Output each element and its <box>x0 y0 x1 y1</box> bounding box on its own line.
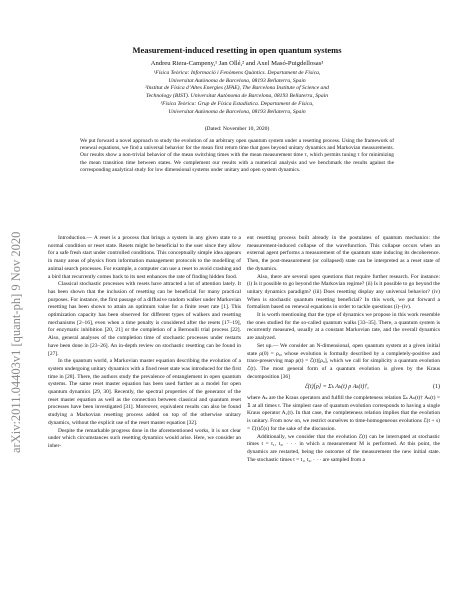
paragraph: Introduction.— A reset is a process that brings a system in any given state to a normal condition or reset state. Resets might be beneficial to the user since they allow for a safe fresh start under controlled conditions. This conceptually simple idea appears in many areas of physics from information management protocols to the modelling of animal search processes. For example, a computer can use a reset to avoid crashing and a bird that recurrently comes back to its nest enhances the rate of finding hidden food. <box>48 235 241 280</box>
paragraph: Also, there are several open questions that require further research. For instance: (i) Is it possible to go beyond the Markovian regime? (ii) Is it possible to go beyond the unitary dynamics paradigm? (iii) Does resetting display any universal behavior? (iv) When is stochastic quantum resetting beneficial? In this work, we put forward a formalism based on renewal equations in order to tackle questions (i)–(iv). <box>247 273 440 311</box>
paragraph: It is worth mentioning that the type of dynamics we propose in this work resemble the ones studied for the so-called quantum walks [33–35]. There, a quantum system is recurrently measured, usually at a constant Markovian rate, and the overall dynamics are analyzed. <box>247 312 440 342</box>
left-column <box>48 235 241 451</box>
equation-1 <box>247 384 440 392</box>
paragraph: ent resetting process built already in the postulates of quantum mechanics: the measurement-induced collapse of the wavefunction. This collapse occurs when an external agent performs a measurement of the quantum state inducing its decoherence. Then, the post-measurement (or collapsed) state can be interpreted as a reset state of the dynamics. <box>247 235 440 272</box>
equation-body: ℰ(t)[ρ] = Σₖ Aₖ(t) ρ Aₖ(t)†, <box>304 384 369 391</box>
affiliation-line: ³Física Teòrica: Grup de Física Estadística. Departament de Física, <box>160 100 314 107</box>
arxiv-sidebar-stamp <box>4 155 26 455</box>
paper-title: Measurement-induced resetting in open quantum systems <box>132 45 342 55</box>
paragraph: Despite the remarkable progress done in the aforementioned works, it is not clear under which circumstances such resetting dynamics would arise. Here, we consider an inher- <box>48 427 241 449</box>
affiliation-line: Universitat Autònoma de Barcelona, 08193 Bellaterra, Spain <box>168 108 306 115</box>
equation-number: (1) <box>433 384 440 391</box>
affiliation-line: ¹Física Teòrica: Informació i Fenòmens Quàntics. Departament de Física, <box>153 70 321 76</box>
author-list: Andreu Riera-Campeny,¹ Jan Ollé,² and Axel Masó-Puigdellosas³ <box>150 60 324 67</box>
right-column <box>247 235 440 464</box>
affiliations <box>60 70 414 116</box>
affiliation-line: ²Institut de Física d’Altes Energies (IFAE), The Barcelona Institute of Science and <box>145 85 329 92</box>
date-line: (Dated: November 10, 2020) <box>204 126 270 132</box>
arxiv-identifier: arXiv:2011.04403v1 [quant-ph] 9 Nov 2020 <box>9 231 23 453</box>
paragraph: where Aₖ are the Kraus operators and fulfill the completeness relation Σₖ Aₖ(t)† Aₖ(t) = 𝟙 at all times t. The simplest case of quantum evolution corresponds to having a single Kraus operator A₁(t). In that case, the completeness relation implies that the evolution is unitary. From now on, we restrict ourselves to time-homogeneous evolutions ℰ(t + s) = ℰ(t)ℰ(s) for the sake of the discussion. <box>247 395 440 432</box>
affiliation-line: Technology (BIST). Universitat Autònoma de Barcelona, 08193 Bellaterra, Spain <box>145 93 329 100</box>
paragraph: Set up.— We consider an N-dimensional, open quantum system at a given initial state ρ(0) = ρ₀, whose evolution is formally described by a completely-positive and trace-preserving map ρ(t) = ℰ(t)[ρ₀], which we call for simplicity a quantum evolution ℰ(t). The most general form of a quantum evolution is given by the Kraus decomposition [36] <box>247 342 440 380</box>
paragraph: Classical stochastic processes with resets have attracted a lot of attention lately. It has been shown that the inclusion of resetting can be beneficial for many practical purposes. For instance, the first passage of a diffusive random walker under Markovian resetting has been shown to attain an optimum value for a finite reset rate [1]. This optimization capacity has been observed for different types of walkers and resetting mechanisms [2–16], even when a time penalty is considered after the resets [17–19], for enzymatic inhibition [20, 21] or the completion of a Bernoulli trial process [22]. Also, general analyses of the completion time of stochastic processes under restarts have been done in [23–26]. An in-depth review on stochastic resetting can be found in [27]. <box>48 281 241 357</box>
paragraph: Additionally, we consider that the evolution ℰ(t) can be interrupted at stochastic times t = t₁, t₂, · · · in which a measurement M is performed. At this point, the dynamics are restarted, being the outcome of the measurement the new initial state. The stochastic times t = t₁, t₂, · · · are sampled from a <box>247 433 440 463</box>
affiliation-line: Universitat Autònoma de Barcelona, 08193 Bellaterra, Spain <box>168 77 306 84</box>
paragraph: In the quantum world, a Markovian master equation describing the evolution of a system undergoing unitary dynamics with a fixed reset state was introduced for the first time in [28]. There, the authors study the prevalence of entanglement in open quantum systems. The same reset master equation has been used further as a model for open quantum dynamics [29, 30]. Recently, the spectral properties of the generator of the reset master equation as well as the connection between classical and quantum reset processes have been investigated [31]. Moreover, equivalent results can also be found studying a Markovian resetting process added on top of the otherwise unitary dynamics, without the explicit use of the reset master equation [32]. <box>48 358 241 426</box>
abstract: We put forward a novel approach to study the evolution of an arbitrary open quantum system under a resetting process. Using the framework of renewal equations, we find a universal behavior for the mean first return time that goes beyond unitary dynamics and Markovian measurements. Our results show a non-trivial behavior of the mean switching times with the mean measurement time τ, which permits tuning τ for minimizing the mean transition time between states. We complement our results with a numerical analysis and we benchmark the results against the corresponding analytical study for low dimensional systems under unitary and open system dynamics. <box>80 138 394 173</box>
